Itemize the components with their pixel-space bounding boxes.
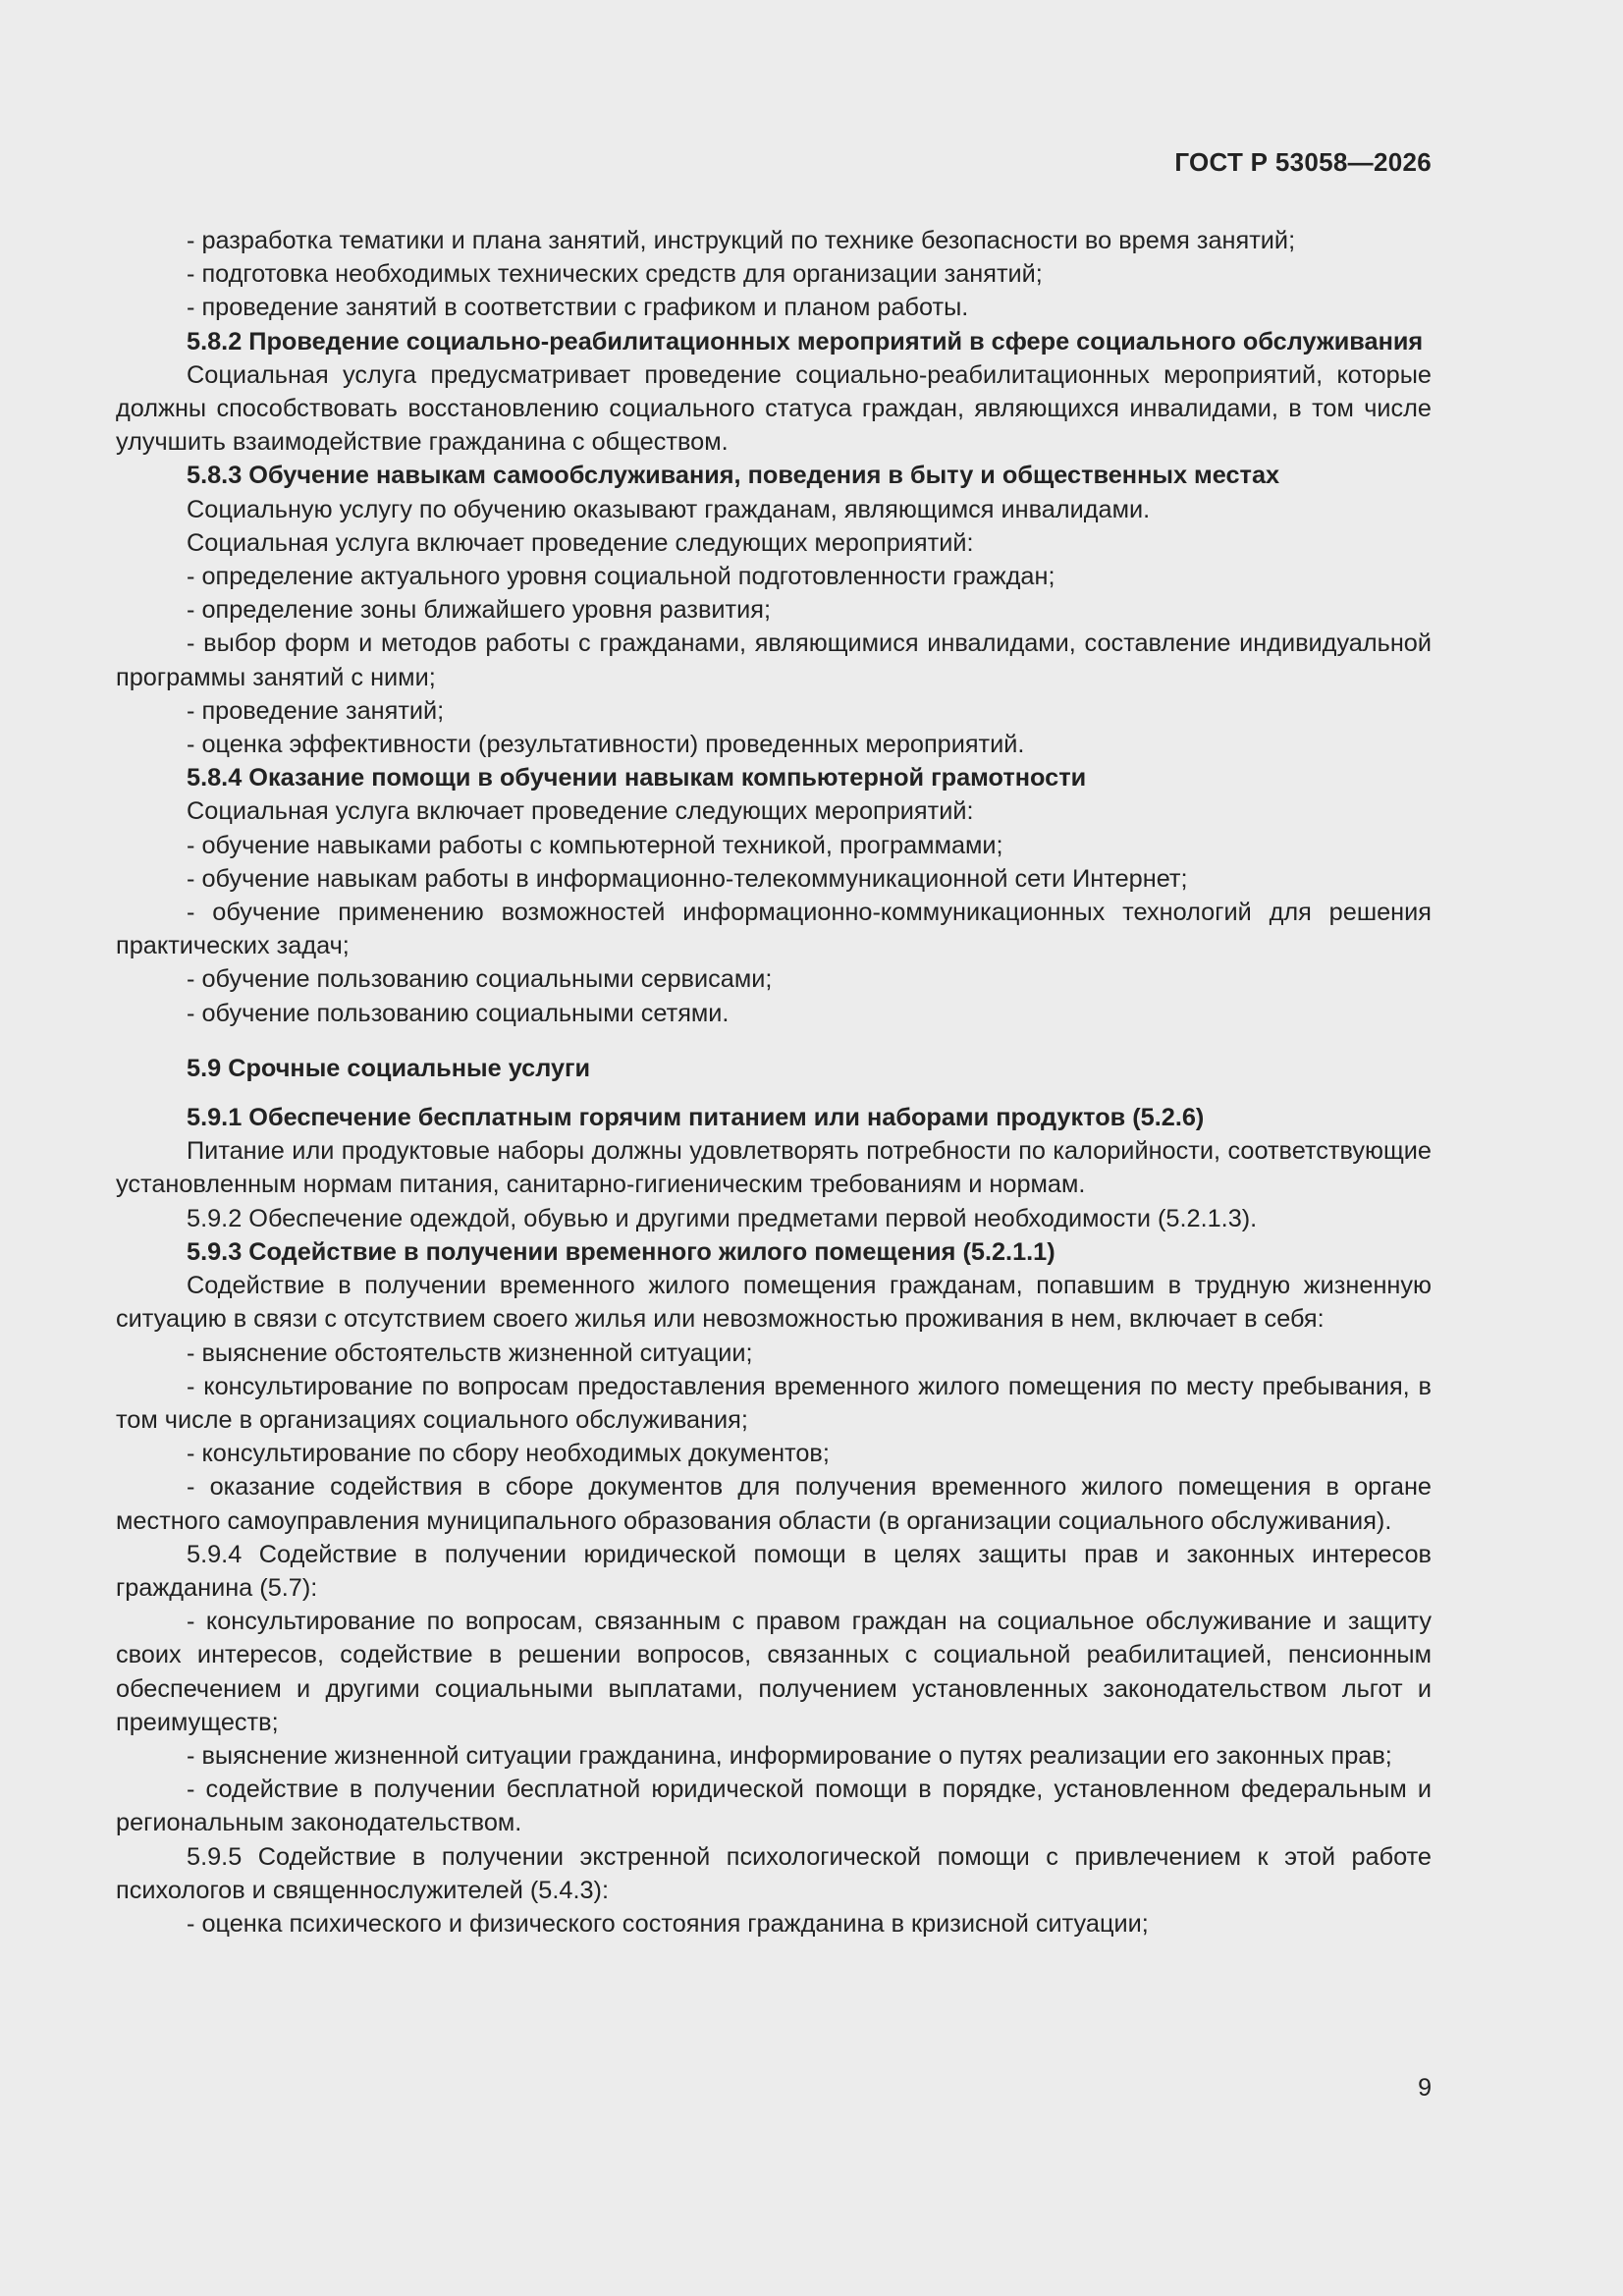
document-header: ГОСТ Р 53058—2026 <box>1174 147 1432 177</box>
body-paragraph: - выбор форм и методов работы с гражданами, являющимися инвалидами, составление индивидуальной программы занятий с ними; <box>116 629 1432 691</box>
body-paragraph: Питание или продуктовые наборы должны удовлетворять потребности по калорийности, соответствующие установленным нормам питания, санитарно-гигиеническим требованиям и нормам. <box>116 1137 1432 1199</box>
body-paragraph: Социальная услуга включает проведение следующих мероприятий: <box>187 797 974 826</box>
body-paragraph: 5.9.4 Содействие в получении юридической помощи в целях защиты прав и законных интересов гражданина (5.7): <box>116 1540 1432 1602</box>
body-paragraph: - выяснение обстоятельств жизненной ситуации; <box>187 1339 753 1367</box>
body-paragraph: - разработка тематики и плана занятий, инструкций по технике безопасности во время занятий; <box>187 227 1296 254</box>
body-paragraph: - подготовка необходимых технических средств для организации занятий; <box>187 260 1043 289</box>
body-paragraph: - выяснение жизненной ситуации гражданина, информирование о путях реализации его законных прав; <box>187 1741 1392 1770</box>
body-paragraph: - консультирование по вопросам, связанным с правом граждан на социальное обслуживание и защиту своих интересов, содействие в решении вопросов, связанных с социальной реабилитацией, пенсионным обеспечением и другими социальными выплатами, получением установленных законодательством льгот и преимуществ; <box>116 1608 1432 1736</box>
body-paragraph: Социальная услуга включает проведение следующих мероприятий: <box>187 528 974 557</box>
body-paragraph: Социальная услуга предусматривает проведение социально-реабилитационных мероприятий, которые должны способствовать восстановлению социального статуса граждан, являющихся инвалидами, в том числе улучшить взаимодействие гражданина с обществом. <box>116 360 1432 457</box>
section-heading: 5.8.4 Оказание помощи в обучении навыкам компьютерной грамотности <box>187 764 1087 793</box>
body-paragraph: - оценка эффективности (результативности) проведенных мероприятий. <box>187 731 1025 759</box>
body-paragraph: Социальную услугу по обучению оказывают гражданам, являющимся инвалидами. <box>187 495 1151 523</box>
body-paragraph: - проведение занятий в соответствии с графиком и планом работы. <box>187 294 969 322</box>
body-paragraph: 5.9.2 Обеспечение одеждой, обувью и другими предметами первой необходимости (5.2.1.3). <box>187 1204 1258 1232</box>
body-paragraph: - консультирование по сбору необходимых документов; <box>187 1440 830 1468</box>
body-paragraph: - определение актуального уровня социальной подготовленности граждан; <box>187 563 1055 591</box>
body-paragraph: 5.9.5 Содействие в получении экстренной психологической помощи с привлечением к этой работе психологов и священнослужителей (5.4.3): <box>116 1842 1432 1904</box>
body-paragraph: - обучение навыками работы с компьютерной техникой, программами; <box>187 831 1003 859</box>
section-heading: 5.8.2 Проведение социально-реабилитационных мероприятий в сфере социального обслуживания <box>187 327 1424 355</box>
document-body <box>116 224 1432 1941</box>
body-paragraph: - консультирование по вопросам предоставления временного жилого помещения по месту пребывания, в том числе в организациях социального обслуживания; <box>116 1372 1432 1434</box>
body-paragraph: - обучение пользованию социальными сервисами; <box>187 965 773 994</box>
body-paragraph: - оценка психического и физического состояния гражданина в кризисной ситуации; <box>187 1909 1149 1938</box>
body-paragraph: - проведение занятий; <box>187 696 445 725</box>
body-paragraph: - обучение пользованию социальными сетями. <box>187 999 730 1027</box>
section-heading: 5.9.1 Обеспечение бесплатным горячим питанием или наборами продуктов (5.2.6) <box>187 1104 1205 1132</box>
body-paragraph: - обучение навыкам работы в информационно-телекоммуникационной сети Интернет; <box>187 864 1188 893</box>
body-paragraph: - содействие в получении бесплатной юридической помощи в порядке, установленном федеральным и региональным законодательством. <box>116 1776 1432 1837</box>
body-paragraph: - оказание содействия в сборе документов для получения временного жилого помещения в органе местного самоуправления муниципального образования области (в организации социального обслуживания). <box>116 1473 1432 1535</box>
body-paragraph: - обучение применению возможностей информационно-коммуникационных технологий для решения практических задач; <box>116 899 1432 960</box>
page-number: 9 <box>1418 2074 1432 2102</box>
section-heading: 5.9.3 Содействие в получении временного жилого помещения (5.2.1.1) <box>187 1237 1055 1266</box>
body-paragraph: - определение зоны ближайшего уровня развития; <box>187 596 771 625</box>
section-heading: 5.8.3 Обучение навыкам самообслуживания, поведения в быту и общественных местах <box>187 462 1280 490</box>
body-paragraph: Содействие в получении временного жилого помещения гражданам, попавшим в трудную жизненную ситуацию в связи с отсутствием своего жилья или невозможностью проживания в нем, включает в себя: <box>116 1272 1432 1334</box>
section-heading: 5.9 Срочные социальные услуги <box>187 1054 591 1082</box>
